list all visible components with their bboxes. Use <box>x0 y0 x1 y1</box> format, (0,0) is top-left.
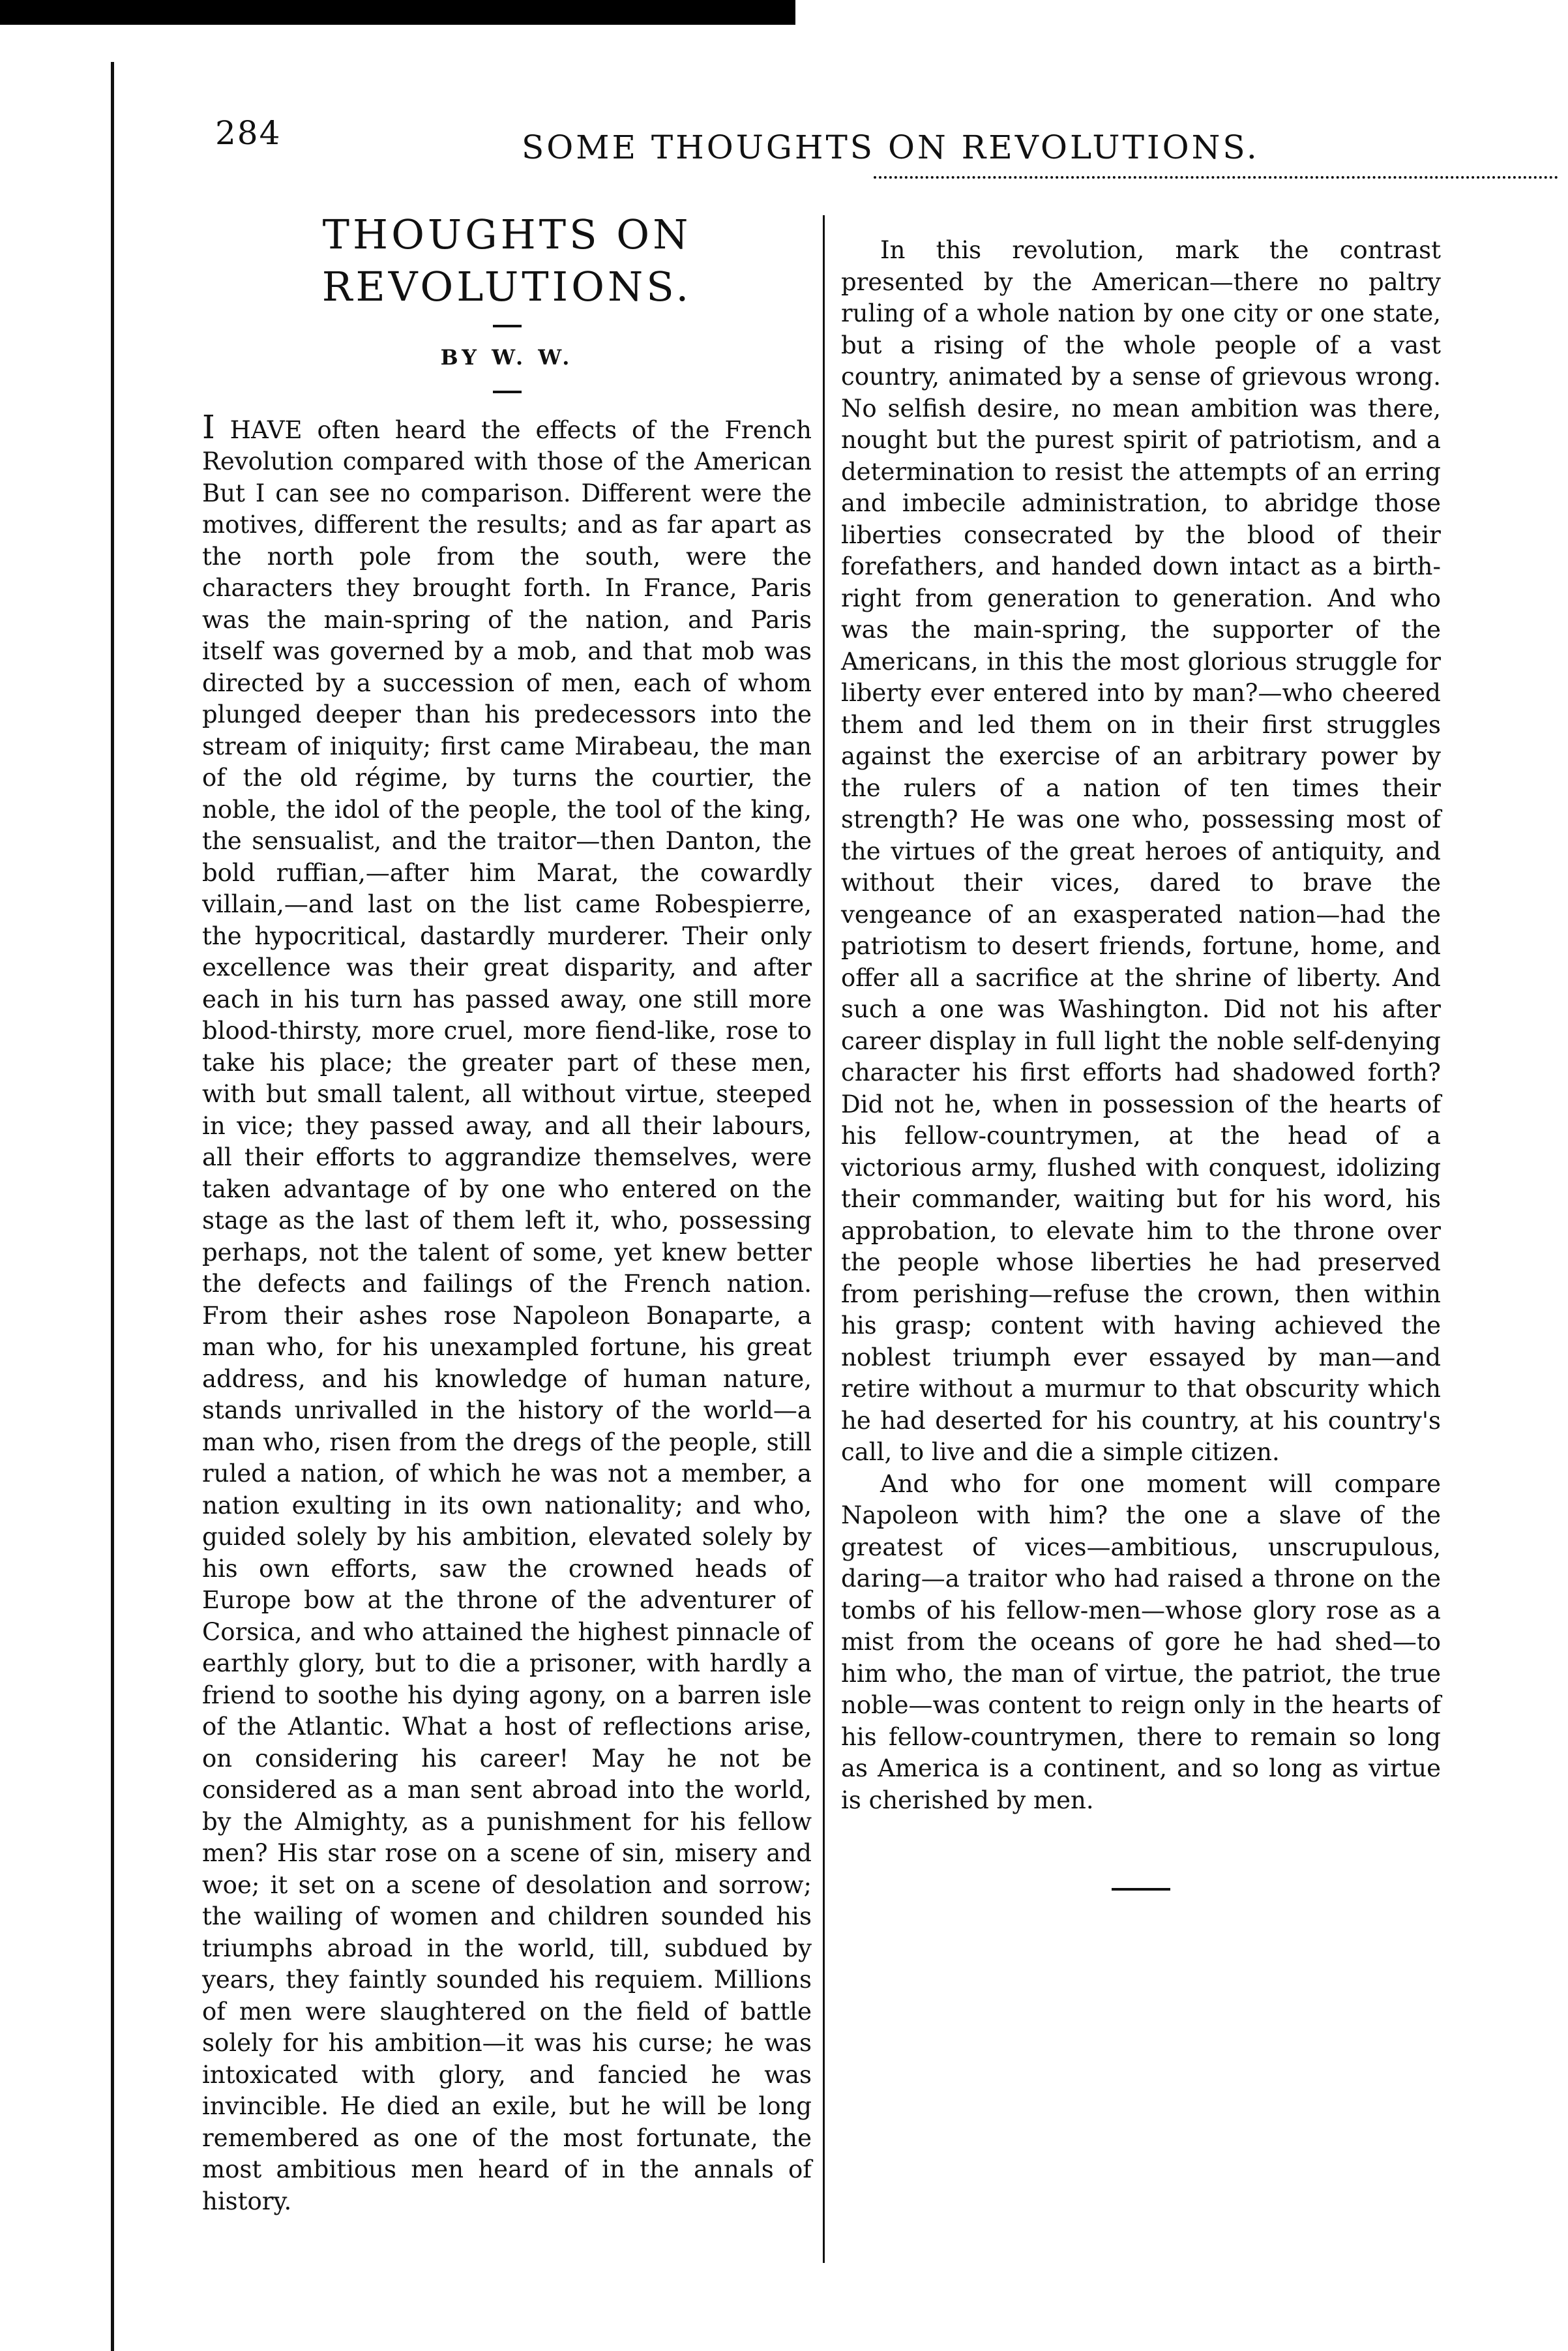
article-title: THOUGHTS ON REVOLUTIONS. <box>321 211 692 310</box>
header-rule <box>874 176 1558 179</box>
page-header <box>196 114 1519 179</box>
running-head: SOME THOUGHTS ON REVOLUTIONS. <box>522 128 1260 166</box>
title-dash <box>493 325 522 327</box>
left-column <box>202 209 812 2217</box>
scan-edge-bar <box>0 0 795 25</box>
paragraph-1 <box>202 408 812 2218</box>
column-divider <box>823 215 825 2263</box>
drop-cap: I <box>202 408 215 446</box>
right-column <box>841 235 1441 1891</box>
paragraph-3: And who for one moment will compare Napoleon with him? the one a slave of the greatest of vices—ambitious, unscrupulous, daring—a traitor who had raised a throne on the tombs of his fellow-men—whose glory rose as a mist from the oceans of gore he had shed—to him who, the man of virtue, the patriot, the true noble—was content to reign only in the hearts of his fellow-countrymen, there to remain so long as America is a continent, and so long as virtue is cherished by men. <box>841 1469 1441 1814</box>
byline: BY W. W. <box>440 345 574 370</box>
paragraph-1-text: HAVE often heard the effects of the French Revolution compared with those of the American But I can see no comparison. Different were the motives, different the results; and as far apart as the north pole from the south, were the characters they brought forth. In France, Paris was the main-spring of the nation, and Paris itself was governed by a mob, and that mob was directed by a succession of men, each of whom plunged deeper than his predecessors into the stream of iniquity; first came Mirabeau, the man of the old régime, by turns the courtier, the noble, the idol of the people, the tool of the king, the sensualist, and the traitor—then Danton, the bold ruffian,—after him Marat, the cowardly villain,—and last on the list came Robespierre, the hypocritical, dastardly murderer. Their only excellence was their great disparity, and after each in his turn has passed away, one still more blood-thirsty, more cruel, more fiend-like, rose to take his place; the greater part of these men, with but small talent, all without virtue, steeped in vice; they passed away, and all their labours, all their efforts to aggrandize themselves, were taken advantage of by one who entered on the stage as the last of them left it, who, possessing perhaps, not the talent of some, yet knew better the defects and failings of the French nation. From their ashes rose Napoleon Bonaparte, a man who, for his unexampled fortune, his great address, and his knowledge of human nature, stands unrivalled in the history of the world—a man who, risen from the dregs of the people, still ruled a nation, of which he was not a member, a nation exulting in its own nationality; and who, guided solely by his ambition, elevated solely by his own efforts, saw the crowned heads of Europe bow at the throne of the adventurer of Corsica, and who attained the highest pinnacle of earthly glory, but to die a prisoner, with hardly a friend to soothe his dying agony, on a barren isle of the Atlantic. What a host of reflections arise, on considering his career! May he not be considered as a man sent abroad into the world, by the Almighty, as a punishment for his fellow men? His star rose on a scene of sin, misery and woe; it set on a scene of desolation and sorrow; the wailing of women and children sounded his triumphs abroad in the world, till, subdued by years, they faintly sounded his requiem. Millions of men were slaughtered on the field of battle solely for his ambition—it was his curse; he was intoxicated with glory, and fancied he was invincible. He died an exile, but he will be long remembered as one of the most fortunate, the most ambitious men heard of in the annals of history. <box>202 415 812 2215</box>
byline-dash <box>493 391 522 393</box>
paragraph-2: In this revolution, mark the contrast presented by the American—there no paltry ruling of a whole nation by one city or one state, but a rising of the whole people of a vast country, animated by a sense of grievous wrong. No selfish desire, no mean ambition was there, nought but the purest spirit of patriotism, and a determination to resist the attempts of an erring and imbecile administration, to abridge those liberties consecrated by the blood of their forefathers, and handed down intact as a birth-right from generation to generation. And who was the main-spring, the supporter of the Americans, in this the most glorious struggle for liberty ever entered into by man?—who cheered them and led them on in their first struggles against the exercise of an arbitrary power by the rulers of a nation of ten times their strength? He was one who, possessing most of the virtues of the great heroes of antiquity, and without their vices, dared to brave the vengeance of an exasperated nation—had the patriotism to desert friends, fortune, home, and offer all a sacrifice at the shrine of liberty. And such a one was Washington. Did not his after career display in full light the noble self-denying character his first efforts had shadowed forth? Did not he, when in possession of the hearts of his fellow-countrymen, at the head of a victorious army, flushed with conquest, idolizing their commander, waiting but for his word, his approbation, to elevate him to the throne over the people whose liberties he had preserved from perishing—refuse the crown, then within his grasp; content with having achieved the noblest triumph ever essayed by man—and retire without a murmur to that obscurity which he had deserted for his country, at his country's call, to live and die a simple citizen. <box>841 236 1441 1466</box>
end-rule <box>1112 1888 1170 1891</box>
page-number: 284 <box>215 114 282 152</box>
